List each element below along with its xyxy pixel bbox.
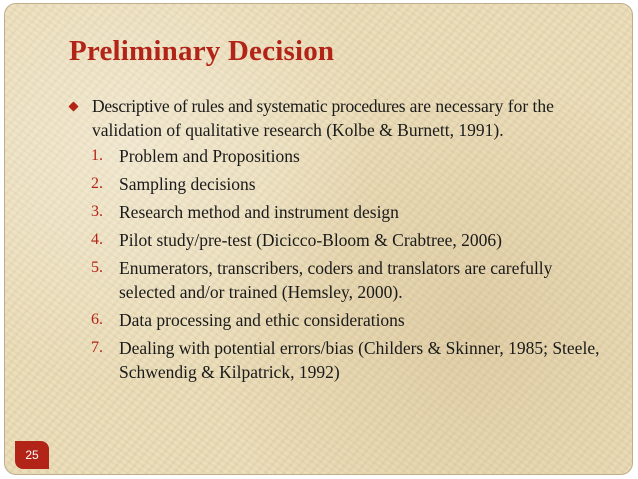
list-item xyxy=(91,256,611,304)
list-item xyxy=(91,308,611,332)
list-item-text: Pilot study/pre-test (Dicicco-Bloom & Crabtree, 2006) xyxy=(119,230,502,250)
list-item-text: Enumerators, transcribers, coders and translators are carefully selected and/or trained (Hemsley, 2000). xyxy=(119,258,553,302)
list-item xyxy=(91,172,611,196)
bullet-lead: Descriptive of rules and systematic procedures xyxy=(92,96,406,116)
main-bullet xyxy=(69,94,599,142)
list-item xyxy=(91,336,611,384)
list-item xyxy=(91,144,611,168)
list-item-text: Data processing and ethic considerations xyxy=(119,310,405,330)
numbered-list xyxy=(91,144,611,388)
page-number-badge: 25 xyxy=(15,441,49,469)
list-item-text: Problem and Propositions xyxy=(119,146,300,166)
list-item xyxy=(91,228,611,252)
bullet-text xyxy=(69,94,599,142)
list-item-number: 6. xyxy=(91,311,103,328)
list-item-text: Dealing with potential errors/bias (Childers & Skinner, 1985; Steele, Schwendig & Kilpatrick, 1992) xyxy=(119,338,600,382)
list-item-number: 4. xyxy=(91,231,103,248)
list-item xyxy=(91,200,611,224)
list-item-number: 3. xyxy=(91,203,103,220)
list-item-number: 2. xyxy=(91,175,103,192)
bullet-rest: are necessary for the validation of qualitative research (Kolbe & Burnett, 1991). xyxy=(92,96,554,140)
list-item-number: 1. xyxy=(91,147,103,164)
list-item-number: 5. xyxy=(91,259,103,276)
slide xyxy=(4,3,633,475)
list-item-number: 7. xyxy=(91,339,103,356)
list-item-text: Sampling decisions xyxy=(119,174,256,194)
slide-title: Preliminary Decision xyxy=(69,35,335,67)
list-item-text: Research method and instrument design xyxy=(119,202,399,222)
